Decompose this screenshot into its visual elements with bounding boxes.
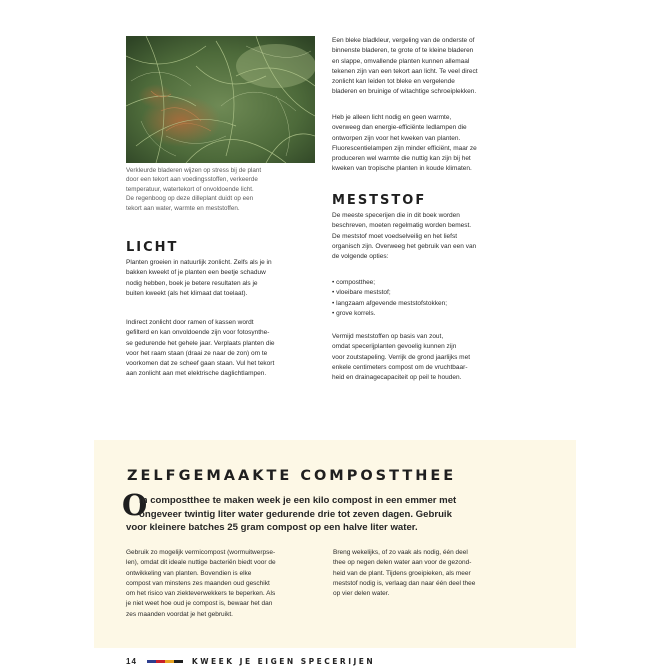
- page-number: 14: [126, 656, 137, 666]
- page-footer: [126, 655, 375, 667]
- meststof-paragraph-1: [332, 211, 476, 262]
- text-line: binnenste bladeren, te grote of te kleine bladeren: [332, 47, 474, 55]
- caption-line: tekort aan water, warmte en meststoffen.: [126, 204, 240, 212]
- text-line: heid en drainagecapaciteit op peil te houden.: [332, 374, 462, 382]
- text-line: aan zonlicht aan met elektrische daglichtlampen.: [126, 370, 267, 378]
- meststof-paragraph-2: [332, 332, 470, 383]
- text-line: beschreven, moeten regelmatig worden bemest.: [332, 222, 472, 230]
- text-line: je niet weet hoe oud je compost is, bewaar het dan: [126, 600, 273, 608]
- color-bar-segment: [156, 660, 165, 663]
- list-item: • compostthee;: [332, 279, 376, 286]
- text-line: nodig hebben, boek je betere resultaten als je: [126, 279, 258, 287]
- text-line: Vermijd meststoffen op basis van zout,: [332, 333, 444, 340]
- color-bar-segment: [174, 660, 183, 663]
- text-line: ontworpen zijn voor het kweken van planten.: [332, 134, 461, 142]
- text-line: Breng wekelijks, of zo vaak als nodig, één deel: [333, 549, 468, 556]
- box-heading: ZELFGEMAAKTE COMPOSTTHEE: [127, 468, 457, 484]
- text-line: en slappe, omvallende planten kunnen allemaal: [332, 57, 470, 65]
- lead-line: ongeveer twintig liter water gedurende drie tot zeven dagen. Gebruik: [139, 508, 452, 520]
- list-item: • langzaam afgevende meststofstokken;: [332, 299, 448, 307]
- caption-line: door een tekort aan voedingsstoffen, verkeerde: [126, 176, 258, 184]
- text-line: heid van de plant. Tijdens groeipieken, als meer: [333, 569, 471, 577]
- text-line: overweeg dan energie-efficiënte ledlampen die: [332, 124, 467, 132]
- text-line: buiten kweekt (als het klimaat dat toelaat).: [126, 289, 248, 297]
- text-line: Planten groeien in natuurlijk zonlicht. Zelfs als je in: [126, 259, 272, 266]
- light-paragraph-4: [332, 113, 477, 175]
- text-line: len), omdat dit ideale nuttige bacteriën biedt voor de: [126, 559, 276, 567]
- section-heading-meststof: MESTSTOF: [332, 193, 427, 208]
- section-heading-licht: LICHT: [126, 240, 179, 255]
- text-line: bladeren en bruinige of witachtige schroeiplekken.: [332, 88, 477, 96]
- caption-line: De regenboog op deze dilleplant duidt op een: [126, 195, 254, 203]
- list-item: • vloeibare meststof;: [332, 289, 391, 297]
- text-line: tekenen zijn van een tekort aan licht. Te veel direct: [332, 67, 478, 75]
- caption-line: Verkleurde bladeren wijzen op stress bij de plant: [126, 167, 262, 174]
- light-paragraph-3: [332, 36, 478, 98]
- text-line: organisch zijn. Overweeg het gebruik van een van: [332, 242, 477, 250]
- lead-line: m compostthee te maken week je een kilo compost in een emmer met: [139, 495, 457, 506]
- text-line: voorkomen dat ze scheef gaan staan. Vul het tekort: [126, 360, 275, 368]
- caption-line: temperatuur, watertekort of onvoldoende licht.: [126, 185, 254, 193]
- lead-line: voor kleinere batches 25 gram compost op een halve liter water.: [126, 522, 418, 534]
- text-line: se gedurende het gehele jaar. Verplaats planten die: [126, 339, 275, 347]
- text-line: bakken kweekt of je planten een beetje schaduw: [126, 269, 266, 277]
- text-line: voor zoutstapeling. Verrijk de grond jaarlijks met: [332, 353, 471, 361]
- lead-paragraph: [126, 494, 456, 535]
- text-line: produceren wel warmte die nuttig kan zijn bij het: [332, 155, 471, 163]
- text-line: kweken van tropische planten in koude klimaten.: [332, 165, 472, 173]
- text-line: omdat specerijplanten gevoelig kunnen zijn: [332, 343, 457, 351]
- licht-paragraph-2: [126, 318, 275, 380]
- text-line: ontwikkeling van planten. Bovendien is elke: [126, 569, 252, 577]
- box-column-1: [126, 548, 276, 620]
- text-line: meststof nodig is, verlaag dan naar één deel thee: [333, 579, 476, 587]
- box-column-2: [333, 548, 475, 599]
- text-line: gefilterd en kan onvoldoende zijn voor fotosynthe-: [126, 329, 270, 337]
- text-line: om het risico van ziekteverwekkers te beperken. Als: [126, 590, 276, 598]
- text-line: Heb je alleen licht nodig en geen warmte,: [332, 114, 452, 121]
- color-bar-segment: [165, 660, 174, 663]
- book-title: KWEEK JE EIGEN SPECERIJEN: [191, 656, 376, 666]
- text-line: voor het raam staan (draai ze naar de zon) om te: [126, 349, 268, 357]
- licht-paragraph-1: [126, 258, 272, 299]
- text-line: Gebruik zo mogelijk vermicompost (wormuitwerpse-: [126, 549, 276, 556]
- text-line: De meeste specerijen die in dit boek worden: [332, 212, 460, 219]
- text-line: Een bleke bladkleur, vergeling van de onderste of: [332, 37, 475, 44]
- text-line: op vier delen water.: [333, 590, 390, 598]
- photo-caption: [126, 166, 312, 213]
- color-bar: [147, 660, 183, 663]
- meststof-options-list: [332, 278, 447, 319]
- text-line: Fluorescentielampen zijn minder efficiënt, maar ze: [332, 144, 477, 152]
- text-line: zonlicht kan leiden tot bleke en vergelende: [332, 78, 455, 86]
- text-line: De meststof moet voedselveilig en het liefst: [332, 232, 458, 240]
- text-line: de volgende opties:: [332, 253, 389, 261]
- drop-cap: O: [122, 488, 148, 522]
- list-item: • grove korrels.: [332, 309, 376, 317]
- color-bar-segment: [147, 660, 156, 663]
- text-line: compost van minstens zes maanden oud geschikt: [126, 579, 270, 587]
- text-line: thee op negen delen water aan voor de gezond-: [333, 559, 472, 567]
- text-line: Indirect zonlicht door ramen of kassen wordt: [126, 319, 254, 326]
- text-line: zes maanden voordat je het gebruikt.: [126, 610, 233, 618]
- text-line: enkele centimeters compost om de vruchtbaar-: [332, 363, 468, 371]
- dill-plant-photo: [126, 36, 315, 163]
